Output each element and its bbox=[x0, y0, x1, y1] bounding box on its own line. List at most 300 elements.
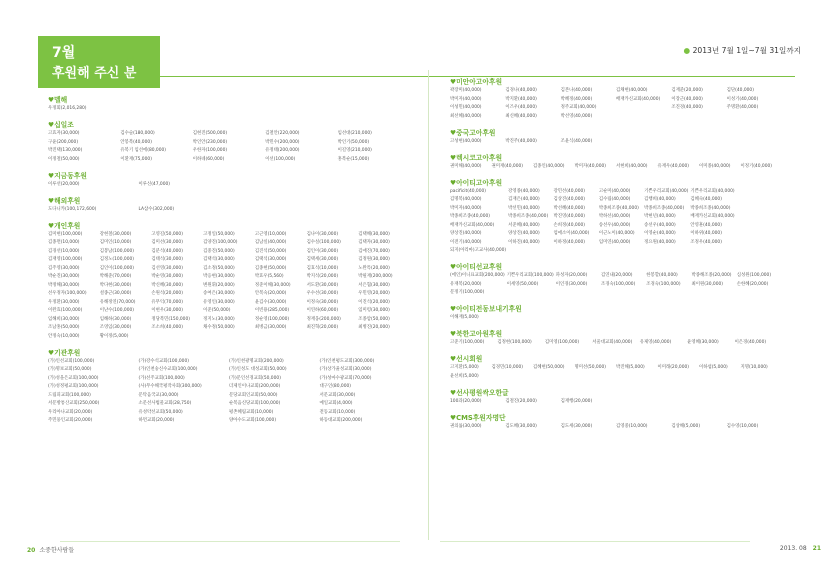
donor-entry: (가)성마수광교회(70,000) bbox=[319, 375, 372, 381]
header-block bbox=[38, 36, 160, 88]
donor-entry: 박미자(40,000) bbox=[574, 163, 607, 169]
donor-entry: 유정태(200,000) bbox=[265, 148, 300, 153]
donor-entry: 이빈용(285,000) bbox=[254, 308, 290, 313]
donor-list bbox=[48, 232, 408, 340]
magazine-name: 소중한사람들 bbox=[39, 547, 75, 554]
donor-entry: LA삼수(302,000) bbox=[138, 206, 175, 212]
donor-entry: 권미해(40,000) bbox=[450, 163, 482, 169]
donor-section bbox=[48, 170, 423, 188]
donor-entry: 김미선(30,000) bbox=[151, 240, 183, 245]
donor-section bbox=[48, 94, 423, 112]
donor-entry: 노완특(20,000) bbox=[358, 265, 390, 271]
donor-entry: 이루신(47,000) bbox=[138, 181, 171, 187]
donor-entry: 조진경(40,000) bbox=[671, 105, 703, 110]
donor-list bbox=[48, 359, 408, 425]
donor-entry: 서도환(30,000) bbox=[306, 282, 339, 288]
donor-entry: (가)상가율성교회(30,000) bbox=[319, 367, 372, 372]
donor-entry: 파성자(20,000) bbox=[555, 273, 588, 278]
donor-entry: (가)인성도 대성교회(50,000) bbox=[229, 367, 287, 372]
donor-entry: 고준기(100,000) bbox=[450, 340, 485, 345]
donor-entry: 김정현(100,000) bbox=[497, 340, 532, 345]
donor-entry: (가)선주교회(100,000) bbox=[138, 375, 185, 381]
donor-entry: 김주영(30,000) bbox=[48, 265, 80, 271]
period-text: 2013년 7월 1일~7월 31일까지 bbox=[692, 46, 801, 55]
donor-entry: 이미종(40,000) bbox=[699, 163, 731, 169]
donor-entry: 이하정(40,000) bbox=[553, 239, 585, 245]
donor-entry: 조종암(50,000) bbox=[358, 316, 390, 322]
donor-entry: 이해재(5,000) bbox=[450, 315, 479, 320]
donor-entry: 서은협(30,000) bbox=[358, 282, 390, 288]
donor-entry: 김본나(40,000) bbox=[560, 88, 593, 93]
donor-section bbox=[450, 412, 825, 430]
donor-entry: 예일교회(4,000) bbox=[319, 401, 353, 406]
donor-entry: 이정숙(30,000) bbox=[306, 299, 339, 305]
donor-entry: 조경숙(100,000) bbox=[646, 281, 681, 287]
donor-list bbox=[450, 424, 780, 430]
donor-entry: 배재카신교회(40,000) bbox=[615, 96, 661, 102]
donor-entry: 우수선(30,000) bbox=[306, 291, 339, 296]
donor-entry: 박선민(40,000) bbox=[508, 205, 540, 211]
donor-entry: 하동대교회(200,000) bbox=[319, 418, 363, 423]
donor-entry: 박해준(70,000) bbox=[99, 274, 132, 279]
donor-entry: 김도세(30,000) bbox=[560, 423, 593, 429]
donor-entry: 윤선희(5,000) bbox=[450, 373, 479, 379]
donor-entry: 이세영(50,000) bbox=[506, 281, 539, 287]
donor-entry: 임해희(30,000) bbox=[48, 316, 80, 322]
donor-entry: 박선혜(40,000) bbox=[553, 205, 585, 211]
donor-entry: 김상해(5,000) bbox=[671, 423, 701, 429]
donor-entry: 우정환(30,000) bbox=[48, 299, 80, 305]
donor-entry: 김정노(100,000) bbox=[99, 257, 135, 262]
donor-entry: 고순미(40,000) bbox=[598, 188, 631, 194]
donor-entry: 강영종(40,000) bbox=[508, 188, 540, 194]
donor-entry: 유성약선교회(50,000) bbox=[138, 409, 183, 415]
donor-entry: 되지(아리마)고교사(40,000) bbox=[450, 248, 507, 253]
donor-entry: 기쁜우리교회(100,000) bbox=[506, 273, 554, 278]
donor-entry: 우리아나교회(20,000) bbox=[48, 409, 93, 415]
section-title: ♥아이티전동보내기후원 bbox=[450, 305, 522, 313]
donor-section bbox=[450, 152, 825, 170]
donor-entry: 박진택(130,000) bbox=[48, 148, 83, 153]
donor-entry: (사)무수해국평작사회(300,000) bbox=[138, 384, 202, 389]
donor-entry: 박다현(30,000) bbox=[99, 282, 132, 288]
donor-entry: 이미래(20,000) bbox=[657, 365, 690, 370]
donor-entry: 유무익(70,000) bbox=[151, 299, 183, 305]
donor-entry: 강현철(30,000) bbox=[99, 231, 132, 237]
donor-entry: 정순영(100,000) bbox=[254, 316, 290, 322]
donor-entry: 더제인이나교회(200,000) bbox=[229, 384, 281, 389]
donor-entry: 박진해(5,000) bbox=[616, 365, 645, 370]
donor-entry: 김미현(100,000) bbox=[48, 231, 83, 237]
donor-entry: 설종근(30,000) bbox=[99, 291, 132, 296]
left-column bbox=[48, 94, 423, 431]
donor-entry: 고근영(10,000) bbox=[254, 231, 287, 237]
page-title: 후원해 주신 분 bbox=[52, 66, 137, 81]
donor-entry: 유해정연(70,000) bbox=[99, 299, 136, 305]
donor-entry: 박선영(40,000) bbox=[560, 113, 593, 119]
donor-entry: 이하진(40,000) bbox=[508, 239, 540, 245]
donor-entry: 박종해조종(20,000) bbox=[691, 273, 732, 278]
donor-list bbox=[450, 315, 780, 321]
donor-entry: 박지석(20,000) bbox=[306, 274, 339, 279]
donor-entry: 서현희(40,000) bbox=[616, 163, 648, 169]
donor-entry: 홍복순(15,000) bbox=[337, 156, 370, 162]
donor-entry: (에인)이니표교회(200,000) bbox=[450, 273, 505, 278]
donor-entry: 손한혜(20,000) bbox=[736, 281, 769, 287]
column-divider bbox=[428, 70, 429, 540]
donor-entry: 지명(10,000) bbox=[740, 365, 768, 370]
donor-entry: 안영훈(40,000) bbox=[690, 222, 722, 228]
donor-entry: 구윤(200,000) bbox=[48, 139, 79, 145]
donor-entry: 유영인(30,000) bbox=[203, 299, 235, 305]
donor-entry: 김채현(40,000) bbox=[615, 88, 648, 93]
donor-entry: 이하위(40,000) bbox=[690, 231, 722, 236]
donor-entry: 주민풍인교회(20,000) bbox=[48, 418, 93, 423]
donor-entry: 소문선사법물교회(28,750) bbox=[138, 401, 192, 406]
donor-entry: 이정철(50,000) bbox=[48, 156, 80, 162]
donor-entry: 우민영(20,000) bbox=[358, 291, 390, 296]
donor-entry: 박종희조종(40,000) bbox=[644, 205, 685, 211]
donor-entry: 정재웅(200,000) bbox=[306, 316, 341, 322]
donor-entry: 이정기(40,000) bbox=[740, 163, 773, 169]
donor-list bbox=[48, 131, 408, 163]
donor-entry: 박하선(40,000) bbox=[598, 214, 631, 219]
donor-entry: 김효석(10,000) bbox=[306, 265, 339, 271]
donor-entry: (가)성정평교회(100,000) bbox=[48, 384, 99, 389]
donor-entry: 고정일(50,000) bbox=[203, 231, 235, 237]
donor-entry: 최병진(20,000) bbox=[358, 325, 390, 330]
donor-entry: 손원석(20,000) bbox=[151, 291, 183, 296]
donor-entry: 문탁음국교(30,000) bbox=[138, 392, 179, 398]
donor-entry: 조소희(40,000) bbox=[151, 325, 183, 330]
donor-entry: 윤김수(30,000) bbox=[254, 299, 287, 305]
month-label: 7월 bbox=[52, 45, 76, 61]
donor-entry: 김명복(40,000) bbox=[450, 197, 482, 202]
donor-entry bbox=[508, 248, 551, 254]
donor-section bbox=[48, 195, 423, 213]
donor-entry bbox=[737, 197, 780, 203]
section-title: ♥선시회원 bbox=[450, 355, 483, 363]
section-title: ♥아이티고아후원 bbox=[450, 178, 503, 187]
donor-entry: 손희정(40,000) bbox=[553, 222, 585, 228]
donor-entry: 박순진(30,000) bbox=[48, 274, 80, 279]
donor-entry: 김애진(70,000) bbox=[358, 248, 390, 254]
donor-entry: 박종희조종(40,000) bbox=[450, 214, 490, 219]
donor-entry: 권미재(40,000) bbox=[491, 163, 524, 169]
donor-entry: 박필재(200,000) bbox=[358, 274, 393, 279]
donor-list bbox=[48, 106, 408, 112]
section-title: ♥렉시코고아후원 bbox=[450, 153, 503, 162]
donor-entry: 이환재(75,000) bbox=[120, 156, 152, 162]
donor-entry: 조경숙(100,000) bbox=[600, 281, 636, 287]
donor-entry: 최병금(30,000) bbox=[254, 325, 287, 330]
donor-entry: 하면교회(20,000) bbox=[138, 418, 175, 423]
donor-entry: 이즈우(40,000) bbox=[505, 105, 537, 110]
donor-entry: 김택석(30,000) bbox=[254, 257, 287, 262]
donor-entry: 박응현(30,000) bbox=[203, 274, 235, 279]
donor-entry: 김양진(100,000) bbox=[203, 240, 238, 245]
donor-entry: 김선영(30,000) bbox=[151, 265, 183, 271]
donor-entry: 박신혜(30,000) bbox=[151, 282, 183, 288]
donor-list bbox=[450, 88, 780, 120]
donor-entry: 이영순(40,000) bbox=[644, 231, 676, 236]
donor-entry: 도다니카(100,172,600) bbox=[48, 206, 97, 212]
donor-list bbox=[48, 182, 408, 188]
donor-entry: 이성민(40,000) bbox=[450, 105, 482, 110]
donor-section bbox=[450, 387, 825, 405]
donor-list bbox=[450, 340, 780, 346]
donor-entry: 김재은(40,000) bbox=[508, 197, 540, 202]
donor-entry: 명미선(50,000) bbox=[574, 365, 607, 370]
donor-entry: 김단(40,000) bbox=[726, 88, 754, 93]
donor-entry: 고지환(5,000) bbox=[450, 365, 479, 370]
donor-entry: 김재영(100,000) bbox=[48, 257, 83, 262]
right-column bbox=[450, 76, 825, 437]
donor-entry: 박효우(5,560) bbox=[254, 274, 284, 279]
donor-entry: 주명환(40,000) bbox=[726, 105, 759, 110]
donor-entry: 채수정(50,000) bbox=[203, 325, 235, 330]
donor-list bbox=[450, 273, 780, 296]
donor-entry: 박혜정(40,000) bbox=[560, 96, 593, 102]
donor-entry: 이하네(60,000) bbox=[192, 156, 225, 162]
donor-entry: 박미자(40,000) bbox=[450, 205, 482, 211]
donor-entry: 임미령(30,000) bbox=[358, 308, 390, 313]
donor-entry: 박민수(200,000) bbox=[265, 139, 300, 145]
period-label bbox=[684, 45, 801, 56]
donor-entry: 김태석(30,000) bbox=[151, 257, 183, 262]
donor-entry bbox=[616, 105, 669, 111]
donor-entry: 김수영(10,000) bbox=[726, 423, 759, 429]
donor-entry: 정주교회(40,000) bbox=[560, 105, 597, 110]
donor-entry: 우정회(2,016,280) bbox=[48, 106, 87, 111]
donor-entry: 김도혜(30,000) bbox=[505, 423, 537, 429]
donor-entry: 김진석(50,000) bbox=[254, 248, 287, 254]
donor-entry bbox=[553, 248, 596, 254]
donor-entry: 최이원(30,000) bbox=[691, 281, 723, 287]
donor-entry: 드림피교회(100,000) bbox=[48, 392, 91, 398]
donor-entry: 김수림(40,000) bbox=[598, 197, 631, 202]
donor-entry: 김소정(50,000) bbox=[203, 265, 235, 271]
donor-entry: 권의률(30,000) bbox=[450, 423, 482, 429]
donor-entry: (가)인선교회(100,000) bbox=[48, 358, 95, 364]
donor-entry: 김상진(40,000) bbox=[553, 197, 585, 202]
donor-entry: (가)문인선경교회(50,000) bbox=[229, 375, 281, 381]
donor-entry: 박인기(50,000) bbox=[337, 139, 370, 145]
donor-entry: 김재행(20,000) bbox=[560, 398, 593, 404]
donor-section bbox=[450, 261, 825, 296]
donor-entry: (가)성을은교회(100,000) bbox=[48, 375, 99, 381]
donor-entry: 이연하(60,000) bbox=[306, 308, 339, 313]
donor-entry: 고효자(30,000) bbox=[48, 131, 80, 136]
donor-section bbox=[48, 119, 423, 163]
page-number-right: 21 bbox=[812, 545, 821, 552]
donor-list bbox=[450, 139, 780, 145]
donor-entry: 박현년(40,000) bbox=[644, 214, 676, 219]
donor-entry: 박진주(40,000) bbox=[505, 138, 537, 144]
donor-entry: 고영길(50,000) bbox=[151, 231, 183, 237]
donor-entry: 조윤식(40,000) bbox=[560, 138, 593, 144]
donor-entry: 조정우(40,000) bbox=[690, 239, 722, 245]
donor-entry: 서문방통산교회(250,000) bbox=[48, 401, 100, 406]
donor-entry: 문정기(100,000) bbox=[450, 290, 485, 295]
donor-entry: 강민선(40,000) bbox=[553, 188, 585, 194]
donor-entry: 김혜숙(40,000) bbox=[690, 197, 722, 202]
donor-entry: 전동교회(10,000) bbox=[319, 409, 356, 415]
donor-entry: 유재우(40,000) bbox=[657, 163, 690, 169]
section-title: ♥중국고아후원 bbox=[450, 128, 496, 137]
donor-entry: 유재복(20,000) bbox=[450, 281, 482, 287]
donor-entry: 김남실(40,000) bbox=[254, 240, 287, 245]
donor-entry: 박진영(40,000) bbox=[553, 214, 585, 219]
donor-entry: 임해하(30,000) bbox=[99, 316, 132, 322]
donor-entry: 조남홍(50,000) bbox=[48, 325, 80, 330]
donor-entry bbox=[737, 231, 780, 237]
donor-entry: 안봉복(40,000) bbox=[120, 139, 152, 145]
donor-entry: 100과(20,000) bbox=[450, 398, 482, 404]
donor-entry: 기쁜우리교회(40,000) bbox=[690, 188, 735, 194]
donor-entry: 안정숙(10,000) bbox=[48, 333, 80, 339]
donor-entry: 김정원(30,000) bbox=[358, 257, 390, 262]
donor-entry bbox=[737, 248, 780, 254]
donor-entry: 최진혁(20,000) bbox=[306, 325, 339, 330]
donor-section bbox=[48, 220, 423, 340]
donor-entry: 양상진(40,000) bbox=[508, 231, 540, 236]
donor-entry: 김철진(20,000) bbox=[505, 398, 537, 404]
donor-entry: 조영임(30,000) bbox=[99, 325, 132, 330]
donor-entry: 김수술(180,000) bbox=[120, 131, 155, 136]
donor-entry: 이하섭(5,000) bbox=[699, 365, 728, 370]
section-title: ♥미안아고아후원 bbox=[450, 78, 503, 86]
donor-entry: 이인경(30,000) bbox=[555, 281, 588, 287]
donor-entry: 김영중(10,000) bbox=[615, 423, 648, 429]
donor-entry: 배재카신교회(40,000) bbox=[450, 222, 495, 228]
donor-section bbox=[450, 76, 825, 120]
donor-list bbox=[450, 399, 780, 405]
section-title: ♥개인후원 bbox=[48, 221, 81, 230]
donor-entry: 이난수(100,000) bbox=[99, 308, 135, 313]
donor-entry: 이장근(40,000) bbox=[671, 96, 703, 102]
donor-entry: 양아수도교회(100,000) bbox=[229, 418, 277, 423]
issue-date: 2013. 08 bbox=[779, 545, 807, 552]
donor-entry: 배재카신교회(40,000) bbox=[690, 214, 735, 219]
donor-entry: 기쁜우리교회(40,000) bbox=[644, 188, 689, 194]
donor-entry: 이선(100,000) bbox=[265, 156, 296, 162]
bullet-icon: ● bbox=[683, 46, 693, 55]
donor-entry: 이은경(40,000) bbox=[734, 340, 767, 345]
donor-entry: 김철안(220,000) bbox=[265, 131, 300, 136]
donor-list bbox=[450, 164, 780, 170]
donor-entry: 황이정(5,000) bbox=[99, 333, 129, 339]
donor-entry bbox=[737, 240, 780, 246]
section-title: ♥CMS후원자명단 bbox=[450, 413, 506, 422]
donor-entry: 이진석(20,000) bbox=[358, 299, 390, 305]
donor-entry: 안복숙(20,000) bbox=[254, 291, 287, 296]
donor-entry bbox=[644, 248, 688, 254]
donor-entry: 김경나(40,000) bbox=[505, 88, 537, 93]
donor-entry: 이근노이(40,000) bbox=[598, 231, 635, 236]
donor-entry: pacificit(40,000) bbox=[450, 188, 487, 194]
section-title: ♥십일조 bbox=[48, 121, 74, 129]
donor-entry: 송선우(40,000) bbox=[598, 222, 631, 228]
donor-entry bbox=[737, 214, 780, 220]
donor-entry bbox=[737, 189, 780, 195]
donor-entry: 김행희(40,000) bbox=[644, 197, 676, 202]
donor-section bbox=[450, 353, 825, 380]
donor-entry: (가)인천광명교회(200,000) bbox=[229, 358, 284, 364]
donor-entry: (가)인천평도교회(300,000) bbox=[319, 358, 375, 364]
donor-section bbox=[450, 328, 825, 346]
donor-entry: 고성현(40,000) bbox=[450, 138, 482, 144]
footer-left bbox=[27, 545, 74, 554]
donor-entry: 김연내(20,000) bbox=[600, 273, 633, 278]
footer-rule-left bbox=[60, 541, 400, 542]
donor-entry: 김택자(30,000) bbox=[358, 240, 390, 245]
donor-entry: 심성원(100,000) bbox=[736, 273, 772, 278]
donor-entry: 서울대교회(40,000) bbox=[592, 340, 633, 345]
donor-entry: 우한자(100,000) bbox=[192, 148, 228, 153]
donor-entry: 김분석(40,000) bbox=[151, 248, 183, 254]
donor-entry: 김택세(30,000) bbox=[306, 257, 339, 262]
donor-entry: 김택해(30,000) bbox=[358, 231, 390, 237]
donor-entry bbox=[727, 114, 780, 120]
donor-entry: 문당교회인교회(50,000) bbox=[229, 392, 278, 398]
donor-entry: 이현우(30,000) bbox=[151, 308, 183, 313]
donor-section bbox=[48, 347, 423, 425]
donor-entry: 정당복민(150,000) bbox=[151, 316, 190, 322]
donor-entry bbox=[616, 114, 669, 120]
donor-entry: (가)강수석교회(100,000) bbox=[138, 358, 189, 364]
donor-entry: 김미영(100,000) bbox=[544, 340, 580, 345]
donor-entry: 순복음신당교회(100,000) bbox=[229, 401, 281, 406]
donor-entry: 김수실(100,000) bbox=[306, 240, 341, 245]
donor-entry: (가)인천숭신수교회(100,000) bbox=[138, 367, 198, 372]
section-title: ♥북한고아원후원 bbox=[450, 330, 503, 338]
donor-entry: 곽장미(40,000) bbox=[450, 88, 482, 93]
section-title: ♥선사평원싹오한글 bbox=[450, 388, 509, 397]
donor-entry: 이길영(210,000) bbox=[337, 148, 372, 153]
donor-entry: 선우정자(100,000) bbox=[48, 291, 87, 296]
donor-entry: 정요원(40,000) bbox=[644, 239, 676, 245]
donor-entry: 정지노(30,000) bbox=[203, 316, 235, 322]
donor-entry: 박정해(30,000) bbox=[48, 282, 80, 288]
donor-list bbox=[450, 189, 780, 255]
donor-entry: 김혜현(50,000) bbox=[533, 365, 565, 370]
donor-entry: 서문교회(30,000) bbox=[319, 392, 356, 398]
donor-entry: 김중진(50,000) bbox=[203, 248, 235, 254]
donor-entry: 변원휘(20,000) bbox=[203, 282, 235, 288]
donor-entry: 김봉남(100,000) bbox=[99, 248, 135, 254]
donor-entry: 이완효(100,000) bbox=[48, 308, 83, 313]
donor-entry: 박종희조종(40,000) bbox=[690, 205, 731, 211]
donor-entry: 윤영혜(30,000) bbox=[687, 340, 719, 345]
donor-entry: 김현진(500,000) bbox=[192, 131, 228, 136]
donor-entry: 한봉할(40,000) bbox=[646, 273, 678, 278]
donor-list bbox=[450, 365, 780, 380]
section-title: ♥해외후원 bbox=[48, 196, 81, 205]
donor-entry: 김인이(30,000) bbox=[306, 248, 339, 254]
donor-entry: 이루선(20,000) bbox=[48, 181, 80, 187]
donor-entry: (가)명보교회(50,000) bbox=[48, 367, 92, 372]
donor-entry: 김인이(100,000) bbox=[99, 265, 135, 271]
donor-entry bbox=[690, 248, 734, 254]
donor-entry: 이전기(40,000) bbox=[450, 239, 482, 245]
donor-entry: 양상진(40,000) bbox=[450, 231, 482, 236]
footer-right bbox=[780, 545, 821, 552]
section-title: ♥아이티선교후원 bbox=[450, 263, 503, 271]
page-number-left: 20 bbox=[27, 547, 36, 554]
donor-entry: 김종인(40,000) bbox=[533, 163, 565, 169]
donor-entry: 김나이(30,000) bbox=[306, 231, 339, 237]
